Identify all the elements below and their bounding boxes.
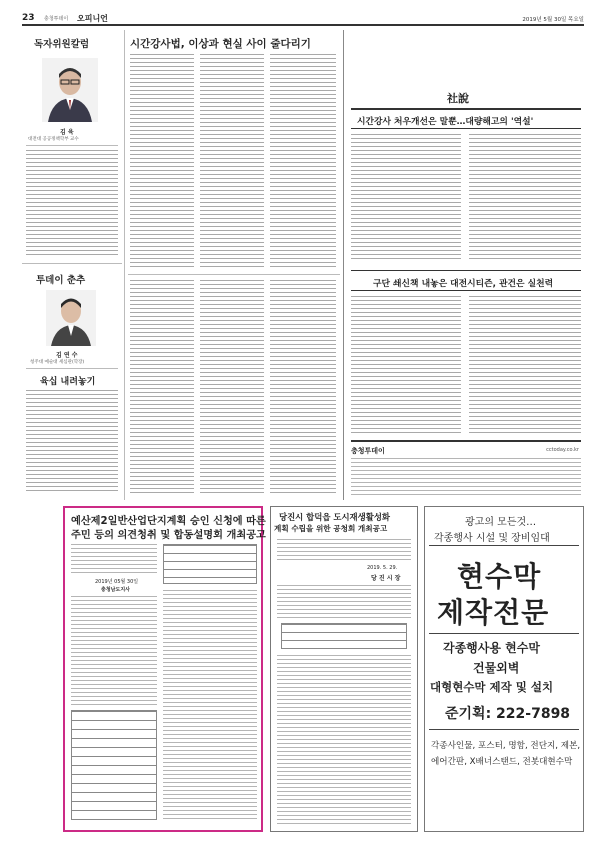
author-title: 청주대 예술대 세심관(학장) — [30, 360, 85, 365]
ad1-body-left-2 — [71, 596, 157, 706]
header-date: 2019년 5월 30일 목요일 — [522, 17, 584, 23]
ad3-phone[interactable]: : 222-7898 — [485, 706, 571, 722]
column-col-1 — [130, 280, 194, 496]
person-icon — [42, 58, 98, 122]
masthead-box — [351, 440, 581, 500]
editorial-title-2: 구단 쇄신책 내놓은 대전시티즌, 관건은 실천력 — [373, 279, 554, 289]
author-photo — [42, 58, 98, 122]
author-title: 대전대 공공정책학부 교수 — [28, 137, 79, 142]
ad3-sub-2: 건물외벽 — [473, 661, 520, 675]
column-col-2 — [200, 280, 264, 496]
author-name: 김 연 수 — [56, 352, 78, 359]
editorial-1-col-2 — [469, 134, 581, 262]
ad1-issuer: 충청남도지사 — [101, 587, 130, 593]
column-body-text — [26, 150, 118, 258]
newspaper-name: 충청투데이 — [44, 16, 69, 22]
editorial-label: 社說 — [447, 92, 469, 105]
article-col-1 — [130, 54, 194, 270]
ad1-table — [71, 710, 157, 820]
ad2-date: 2019. 5. 29. — [367, 565, 398, 571]
masthead-name: 충청투데이 — [351, 447, 385, 455]
main-article — [128, 30, 340, 500]
column-body-text — [26, 390, 118, 494]
article-col-2 — [200, 54, 264, 270]
ad1-title-line-2: 주민 등의 의견청취 및 합동설명회 개최공고 — [71, 530, 266, 541]
ad2-title-line-2: 계획 수립을 위한 공청회 개최공고 — [274, 524, 388, 533]
public-notice-ad-2 — [270, 506, 418, 832]
ad1-body-left — [71, 544, 157, 574]
column-col-3 — [270, 280, 336, 496]
author-name: 김 육 — [60, 129, 74, 136]
ad1-title-line-1: 예산제2일반산업단지계획 승인 신청에 따른 — [71, 516, 266, 527]
ad3-phone-prefix: 준기획 — [445, 706, 486, 722]
ad3-main-2: 제작전문 — [437, 596, 550, 629]
ad2-intro — [277, 539, 411, 561]
section-name: 오피니언 — [77, 14, 108, 23]
editorial-2-col-2 — [469, 296, 581, 436]
editorial-1-col-1 — [351, 134, 461, 262]
imprint-text — [351, 458, 581, 498]
page-number: 23 — [22, 13, 35, 23]
ad2-body-1 — [277, 585, 411, 619]
columnist-panel-top — [22, 30, 122, 262]
ad3-footer-1: 각종사인물, 포스터, 명함, 전단지, 제본, — [431, 741, 581, 751]
editorial-section — [347, 30, 585, 500]
article-title: 육십 내려놓기 — [40, 377, 96, 387]
ad3-footer-2: 에어간판, X배너스탠드, 전봇대현수막 — [431, 757, 573, 767]
ad3-tagline-2: 각종행사 시설 및 장비임대 — [434, 533, 550, 544]
ad1-body-right — [163, 590, 257, 820]
page-header — [22, 12, 584, 26]
ad2-schedule-table — [281, 623, 407, 649]
ad2-body-2 — [277, 655, 411, 825]
public-notice-ad-1 — [63, 506, 266, 832]
ad2-issuer: 당 진 시 장 — [371, 575, 401, 582]
editorial-title-1: 시간강사 처우개선은 말뿐…대량해고의 '역설' — [357, 117, 534, 127]
ad3-main-1: 현수막 — [457, 560, 542, 593]
ad2-title-line-1: 당진시 합덕읍 도시재생활성화 — [279, 512, 391, 522]
article-headline: 시간강사법, 이상과 현실 사이 줄다리기 — [130, 38, 311, 50]
editorial-2-col-1 — [351, 296, 461, 436]
person-icon — [46, 290, 96, 346]
article-col-3 — [270, 54, 336, 270]
ad3-tagline-1: 광고의 모든것… — [465, 517, 537, 528]
ad3-sub-1: 각종행사용 현수막 — [443, 641, 540, 655]
column-heading: 투데이 춘추 — [36, 275, 86, 286]
masthead-url: cctoday.co.kr — [546, 447, 579, 453]
banner-ad-3 — [424, 506, 584, 832]
ad3-phone-row — [445, 703, 570, 723]
columnist-panel-bottom — [22, 266, 122, 502]
column-heading: 독자위원칼럼 — [34, 39, 90, 50]
ad1-table-right — [163, 544, 257, 584]
ad3-sub-3: 대형현수막 제작 및 설치 — [430, 680, 554, 694]
author-photo — [46, 290, 96, 346]
ad1-date: 2019년 05월 30일 — [95, 579, 139, 585]
